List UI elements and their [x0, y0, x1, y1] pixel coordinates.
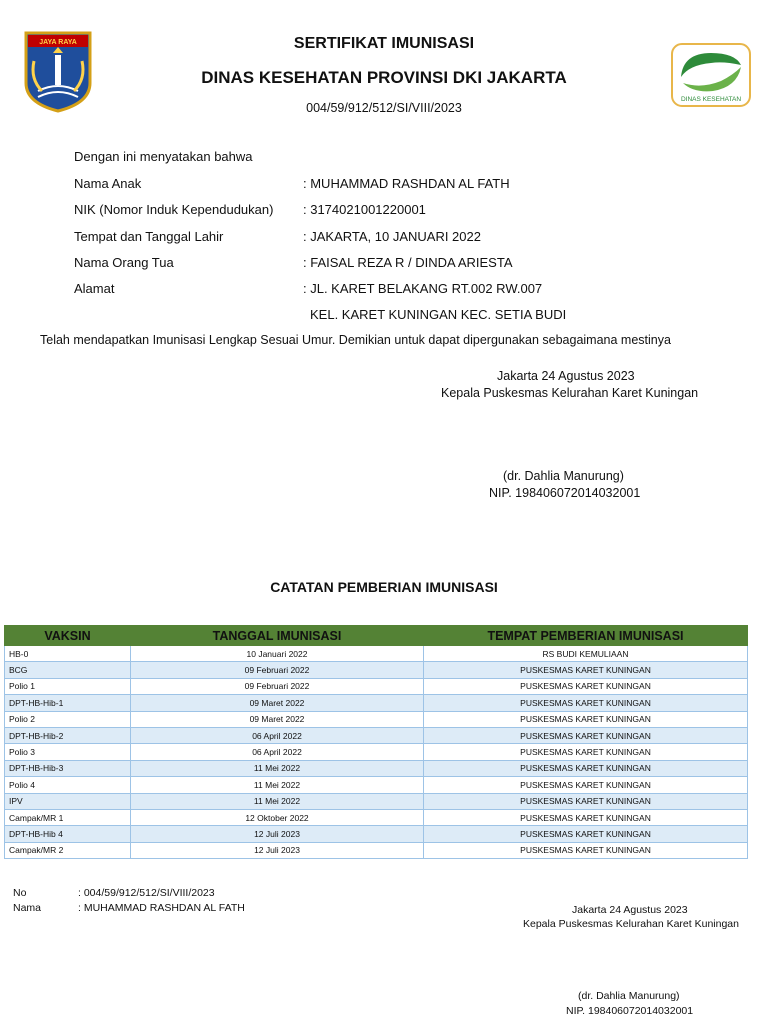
field-label-child-name: Nama Anak — [74, 176, 142, 191]
table-row — [5, 695, 748, 711]
field-label-birth: Tempat dan Tanggal Lahir — [74, 229, 224, 244]
cell-place: PUSKESMAS KARET KUNINGAN — [424, 662, 748, 678]
cell-vaccine: Polio 4 — [5, 777, 131, 793]
footer-signer-name: (dr. Dahlia Manurung) — [578, 990, 680, 1002]
cell-place: RS BUDI KEMULIAAN — [424, 646, 748, 662]
field-value-address-line2: KEL. KARET KUNINGAN KEC. SETIA BUDI — [310, 307, 567, 322]
column-header-date: TANGGAL IMUNISASI — [131, 626, 424, 646]
footer-no-value: : 004/59/912/512/SI/VIII/2023 — [78, 887, 215, 899]
cell-vaccine: DPT-HB-Hib-2 — [5, 727, 131, 743]
field-label-address: Alamat — [74, 281, 115, 296]
footer-position: Kepala Puskesmas Kelurahan Karet Kuningan — [523, 918, 739, 930]
cell-place: PUSKESMAS KARET KUNINGAN — [424, 793, 748, 809]
logo-text: DINAS KESEHATAN — [680, 96, 742, 103]
cell-date: 11 Mei 2022 — [131, 777, 424, 793]
immunization-table — [4, 625, 748, 859]
table-row — [5, 842, 748, 858]
cell-date: 12 Juli 2023 — [131, 842, 424, 858]
footer-name-value: : MUHAMMAD RASHDAN AL FATH — [78, 902, 245, 914]
cell-vaccine: IPV — [5, 793, 131, 809]
cell-place: PUSKESMAS KARET KUNINGAN — [424, 711, 748, 727]
cell-date: 12 Oktober 2022 — [131, 809, 424, 825]
cell-date: 09 Maret 2022 — [131, 711, 424, 727]
field-value-birth: : JAKARTA, 10 JANUARI 2022 — [303, 229, 481, 244]
table-row — [5, 662, 748, 678]
table-row — [5, 711, 748, 727]
table-row — [5, 777, 748, 793]
cell-vaccine: Polio 3 — [5, 744, 131, 760]
signature-place-date: Jakarta 24 Agustus 2023 — [497, 369, 635, 383]
cell-vaccine: BCG — [5, 662, 131, 678]
cell-vaccine: DPT-HB-Hib 4 — [5, 826, 131, 842]
cell-place: PUSKESMAS KARET KUNINGAN — [424, 678, 748, 694]
field-value-address: : JL. KARET BELAKANG RT.002 RW.007 — [303, 281, 543, 296]
cell-vaccine: Campak/MR 2 — [5, 842, 131, 858]
cell-date: 09 Februari 2022 — [131, 662, 424, 678]
cell-place: PUSKESMAS KARET KUNINGAN — [424, 826, 748, 842]
cell-place: PUSKESMAS KARET KUNINGAN — [424, 695, 748, 711]
table-row — [5, 646, 748, 662]
cell-place: PUSKESMAS KARET KUNINGAN — [424, 727, 748, 743]
cell-vaccine: HB-0 — [5, 646, 131, 662]
signature-position: Kepala Puskesmas Kelurahan Karet Kuningan — [441, 386, 699, 400]
cell-place: PUSKESMAS KARET KUNINGAN — [424, 842, 748, 858]
table-row — [5, 760, 748, 776]
cell-place: PUSKESMAS KARET KUNINGAN — [424, 777, 748, 793]
cell-date: 11 Mei 2022 — [131, 793, 424, 809]
field-label-nik: NIK (Nomor Induk Kependudukan) — [74, 202, 274, 217]
footer-place-date: Jakarta 24 Agustus 2023 — [572, 904, 688, 916]
cell-place: PUSKESMAS KARET KUNINGAN — [424, 744, 748, 760]
table-row — [5, 809, 748, 825]
agency-title: DINAS KESEHATAN PROVINSI DKI JAKARTA — [201, 68, 567, 87]
table-header-row — [5, 626, 748, 646]
cell-date: 06 April 2022 — [131, 727, 424, 743]
cell-date: 12 Juli 2023 — [131, 826, 424, 842]
record-title: CATATAN PEMBERIAN IMUNISASI — [270, 579, 498, 595]
cell-vaccine: DPT-HB-Hib-1 — [5, 695, 131, 711]
footer-name-label: Nama — [13, 902, 42, 914]
cell-place: PUSKESMAS KARET KUNINGAN — [424, 809, 748, 825]
table-row — [5, 826, 748, 842]
certificate-title: SERTIFIKAT IMUNISASI — [293, 35, 475, 52]
footer-no-label: No — [13, 887, 27, 899]
field-value-child-name: : MUHAMMAD RASHDAN AL FATH — [303, 176, 510, 191]
cell-vaccine: Polio 1 — [5, 678, 131, 694]
table-row — [5, 793, 748, 809]
footer-signer-nip: NIP. 198406072014032001 — [566, 1005, 694, 1017]
field-value-parents: : FAISAL REZA R / DINDA ARIESTA — [303, 255, 513, 270]
column-header-vaccine: VAKSIN — [5, 626, 131, 646]
certificate-number: 004/59/912/512/SI/VIII/2023 — [306, 101, 462, 115]
cell-date: 09 Februari 2022 — [131, 678, 424, 694]
cell-date: 06 April 2022 — [131, 744, 424, 760]
table-row — [5, 727, 748, 743]
column-header-place: TEMPAT PEMBERIAN IMUNISASI — [424, 626, 748, 646]
table-row — [5, 744, 748, 760]
cell-vaccine: DPT-HB-Hib-3 — [5, 760, 131, 776]
cell-date: 09 Maret 2022 — [131, 695, 424, 711]
statement-intro: Dengan ini menyatakan bahwa — [74, 149, 253, 164]
cell-place: PUSKESMAS KARET KUNINGAN — [424, 760, 748, 776]
cell-date: 10 Januari 2022 — [131, 646, 424, 662]
emblem-text: JAYA RAYA — [39, 39, 77, 46]
cell-date: 11 Mei 2022 — [131, 760, 424, 776]
cell-vaccine: Campak/MR 1 — [5, 809, 131, 825]
field-label-parents: Nama Orang Tua — [74, 255, 174, 270]
table-row — [5, 678, 748, 694]
field-value-nik: : 3174021001220001 — [303, 202, 426, 217]
signature-name: (dr. Dahlia Manurung) — [503, 469, 624, 483]
statement-closing: Telah mendapatkan Imunisasi Lengkap Sesuai Umur. Demikian untuk dapat dipergunakan sebagaimana mestinya — [40, 333, 671, 347]
cell-vaccine: Polio 2 — [5, 711, 131, 727]
table-body — [5, 646, 748, 859]
signature-nip: NIP. 198406072014032001 — [489, 486, 641, 500]
